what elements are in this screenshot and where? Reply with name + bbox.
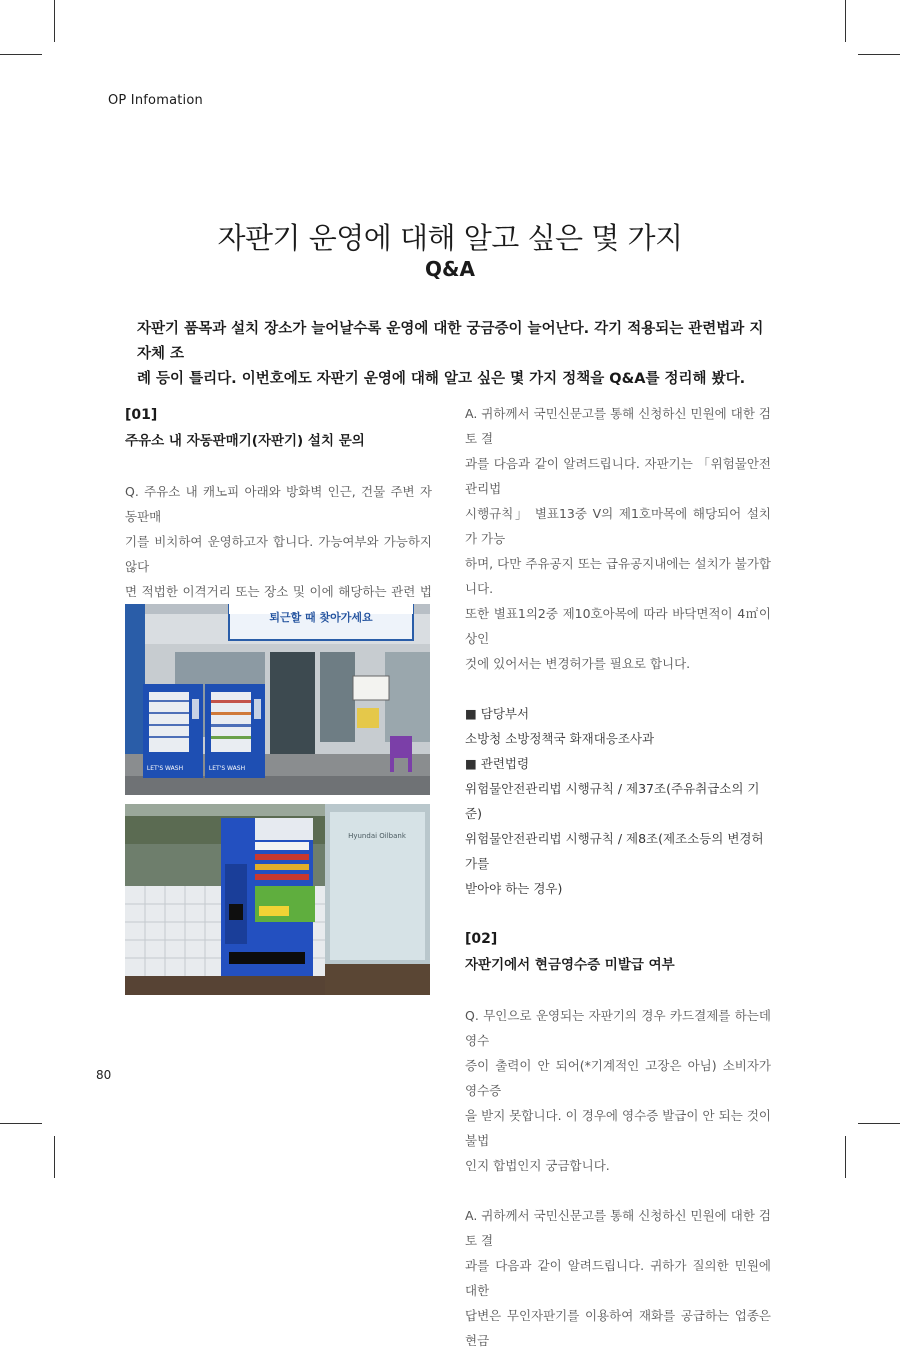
text-line: 답변은 무인자판기를 이용하여 재화를 공급하는 업종은 현금	[465, 1308, 771, 1348]
photo-vending-machines-station	[125, 604, 430, 795]
text-line: 하며, 다만 주유공지 또는 급유공지내에는 설치가 불가합니다.	[465, 556, 771, 596]
text-line: Q. 무인으로 운영되는 자판기의 경우 카드결제를 하는데 영수	[465, 1008, 771, 1048]
text-line: 을 받지 못합니다. 이 경우에 영수증 발급이 안 되는 것이 불법	[465, 1108, 771, 1148]
crop-mark	[0, 1123, 42, 1124]
text-line: 증이 출력이 안 되어(*기계적인 고장은 아님) 소비자가 영수증	[465, 1058, 771, 1098]
dept-value: 소방청 소방정책국 화재대응조사과	[465, 731, 655, 746]
question-text	[465, 1003, 771, 1178]
page-title: 자판기 운영에 대해 알고 싶은 몇 가지	[217, 221, 683, 255]
answer-text	[465, 1203, 771, 1353]
law-line: 위험물안전관리법 시행규칙 / 제37조(주유취급소의 기준)	[465, 781, 760, 821]
crop-mark	[845, 0, 846, 42]
law-line: 위험물안전관리법 시행규칙 / 제8조(제조소등의 변경허가를	[465, 831, 764, 871]
question-title: 자판기에서 현금영수증 미발급 여부	[465, 957, 675, 973]
text-line: Q. 주유소 내 캐노피 아래와 방화벽 인근, 건물 주변 자동판매	[125, 484, 432, 524]
law-line: 받아야 하는 경우)	[465, 881, 563, 896]
lead-line: 례 등이 틀리다. 이번호에도 자판기 운영에 대해 알고 싶은 몇 가지 정책을 Q&A를 정리해 봤다.	[137, 371, 746, 387]
text-line: A. 귀하께서 국민신문고를 통해 신청하신 민원에 대한 검토 결	[465, 1208, 771, 1248]
machine-label: LET'S WASH	[146, 765, 184, 772]
crop-mark	[858, 54, 900, 55]
right-column	[465, 401, 771, 1353]
photo-vending-machine-canopy	[125, 804, 430, 995]
question-number: [01]	[125, 407, 158, 423]
text-line: 면 적법한 이격거리 또는 장소 및 이에 해당하는 관련 법	[125, 584, 432, 599]
text-line: 것에 있어서는 변경허가를 필요로 합니다.	[465, 656, 691, 671]
text-line: 인지 합법인지 궁금합니다.	[465, 1158, 610, 1173]
lead-paragraph	[137, 317, 767, 392]
page-number: 80	[96, 1068, 112, 1082]
crop-mark	[858, 1123, 900, 1124]
dept-label: ■ 담당부서	[465, 706, 530, 721]
crop-mark	[0, 54, 42, 55]
text-line: 시행규칙」 별표13중 V의 제1호마목에 해당되어 설치가 가능	[465, 506, 771, 546]
section-label: OP Infomation	[108, 93, 203, 108]
sign-text: Hyundai Oilbank	[348, 832, 406, 840]
crop-mark	[54, 1136, 55, 1178]
lead-line: 자판기 품목과 설치 장소가 늘어날수록 운영에 대한 궁금증이 늘어난다. 각기 적용되는 관련법과 지자체 조	[137, 321, 764, 362]
question-title: 주유소 내 자동판매기(자판기) 설치 문의	[125, 433, 365, 449]
answer-text	[465, 401, 771, 676]
text-line: 기를 비치하여 운영하고자 합니다. 가능여부와 가능하지 않다	[125, 534, 432, 574]
crop-mark	[54, 0, 55, 42]
crop-mark	[845, 1136, 846, 1178]
question-number: [02]	[465, 931, 498, 947]
text-line: A. 귀하께서 국민신문고를 통해 신청하신 민원에 대한 검토 결	[465, 406, 771, 446]
text-line: 과를 다음과 같이 알려드립니다. 귀하가 질의한 민원에 대한	[465, 1258, 771, 1298]
page-subtitle: Q&A	[425, 257, 475, 281]
banner-text: 퇴근할 때 찾아가세요	[269, 611, 373, 624]
law-label: ■ 관련법령	[465, 756, 530, 771]
text-line: 과를 다음과 같이 알려드립니다. 자판기는 「위험물안전관리법	[465, 456, 771, 496]
machine-label: LET'S WASH	[208, 765, 246, 772]
text-line: 또한 별표1의2중 제10호아목에 따라 바닥면적이 4㎡이상인	[465, 606, 771, 646]
